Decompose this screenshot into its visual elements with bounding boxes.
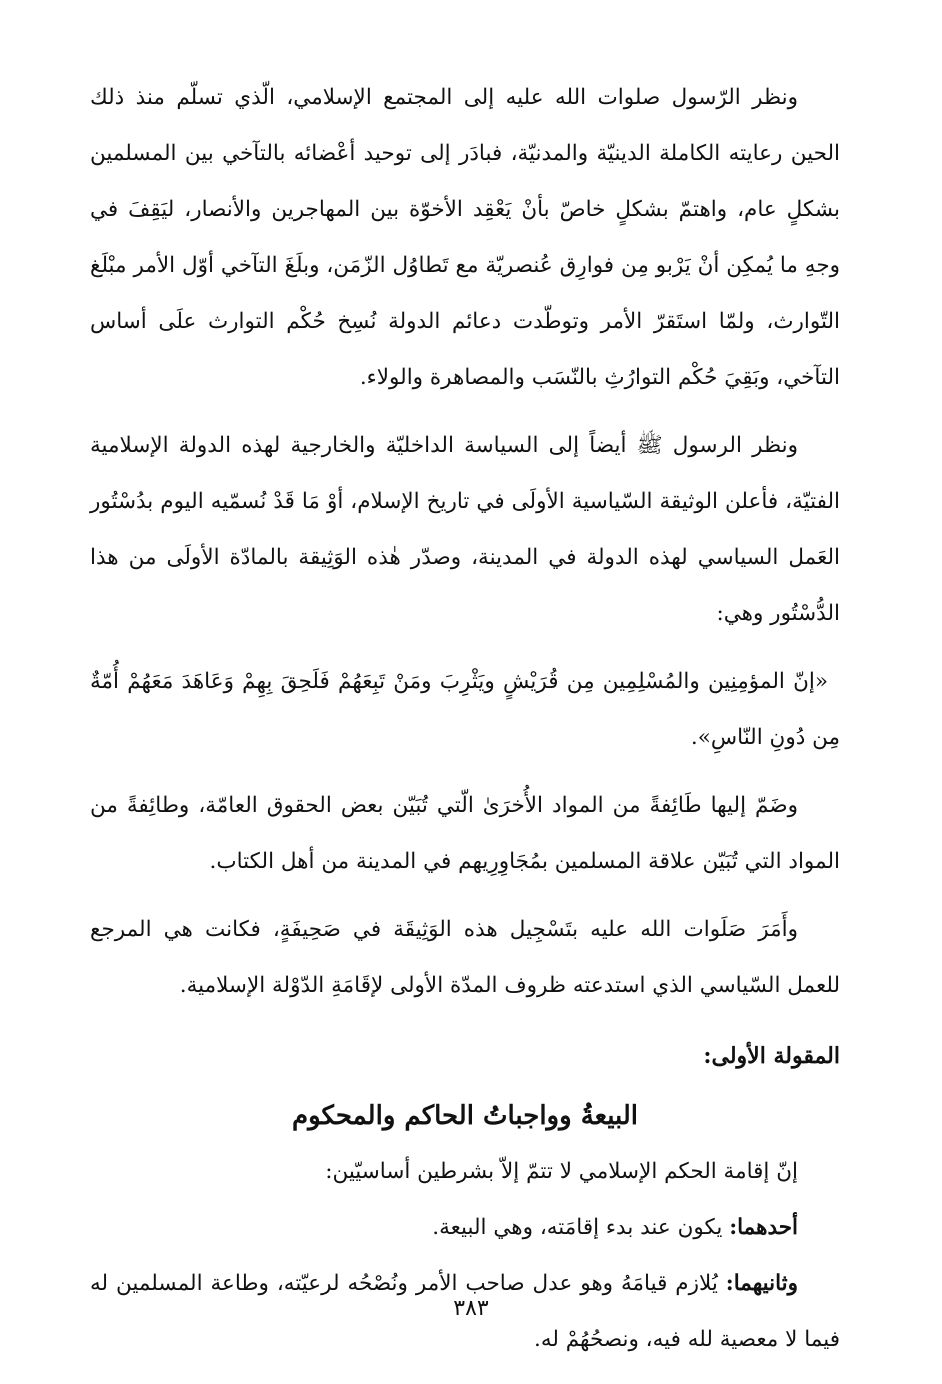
paragraph-1: ونظر الرّسول صلوات الله عليه إلى المجتمع الإسلامي، الّذي تسلّم منذ ذلك الحين رعايته الكاملة الدينيّة والمدنيّة، فبادَر إلى توحيد أعْضائه بالتآخي بين المسلمين بشكلٍ عام، واهتمّ بشكلٍ خاصّ بأنْ يَعْقِد الأخوّة بين المهاجرين والأنصار، ليَقِفَ في وجهِ ما يُمكِن أنْ يَرْبو مِن فوارِق عُنصريّة مع تَطاوُل الزّمَن، وبلَغَ التآخي أوّل الأمر مبْلَغ التّوارث، ولمّا استَقرّ الأمر وتوطّدت دعائم الدولة نُسِخ حُكْم التوارث علَى أساس التآخي، وبَقِيَ حُكْم التوارُثِ بالنّسَب والمصاهرة والولاء. [90,85,840,390]
paragraph-3: وضَمّ إليها طَائِفةً من المواد الأُخرَىٰ الّتي تُبَيّن بعض الحقوق العامّة، وطائِفةً من المواد التي تُبَيّن علاقة المسلمين بمُجَاوِرِيهم في المدينة من أهل الكتاب. [90,793,840,874]
paragraph-4: وأَمَرَ صَلَوات الله عليه بتَسْجِيل هذه الوَثِيقَة في صَحِيفَةٍ، فكانت هي المرجع للعمل السّياسي الذي استدعته ظروف المدّة الأولى لإقَامَةِ الدّوْلة الإسلامية. [90,917,840,998]
condition-text-1: يكون عند بدء إقامَته، وهي البيعة. [432,1215,723,1240]
section-subheading: المقولة الأولى: [703,1043,840,1069]
condition-item-1 [90,1200,840,1256]
book-page [90,70,840,1368]
condition-label-2: وثانيهما: [725,1271,798,1296]
intro-line: إنّ إقامة الحكم الإسلامي لا تتمّ إلاّ بشرطين أساسيّين: [325,1159,798,1184]
paragraph-2: ونظر الرسول ﷺ أيضاً إلى السياسة الداخليّة والخارجية لهذه الدولة الإسلامية الفتيّة، فأعلن الوثيقة السّياسية الأولَى في تاريخ الإسلام، أوْ مَا قَدْ نُسمّيه اليوم بدُسْتُور العَمل السياسي لهذه الدولة في المدينة، وصدّر هٰذه الوَثِيقة بالمادّة الأولَى من هذا الدُّسْتُور وهي: [90,433,840,626]
condition-label-1: أحدهما: [729,1215,798,1240]
condition-text-2: يُلازم قيامَهُ وهو عدل صاحب الأمر ونُصْحُه لرعيّته، وطاعة المسلمين له فيما لا معصية لله فيه، ونصحُهُمْ له. [90,1271,840,1352]
quoted-article: «إنّ المؤمِنِين والمُسْلِمِين مِن قُرَيْشٍ ويَثْرِبَ ومَنْ تَبِعَهُمْ فَلَحِقَ بِهِمْ وَعَاهَدَ مَعَهُمْ أُمّةٌ مِن دُونِ النّاسِ». [90,669,840,750]
section-heading: البيعةُ وواجباتُ الحاكم والمحكوم [291,1101,639,1131]
page-number: ٣٨٣ [453,1296,489,1321]
